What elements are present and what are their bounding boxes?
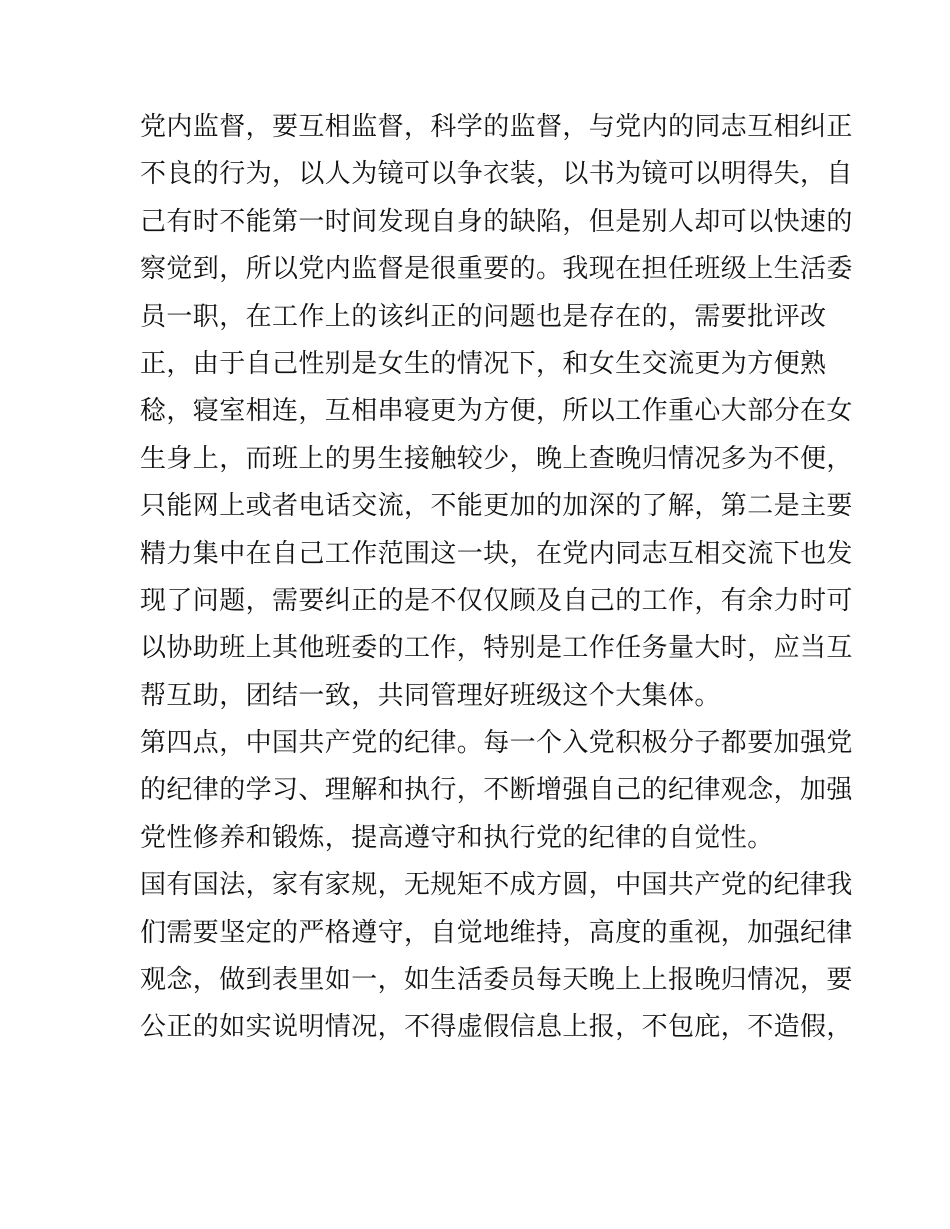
text-line: 国有国法，家有家规，无规矩不成方圆，中国共产党的纪律我 xyxy=(140,870,853,901)
text-line: 员一职，在工作上的该纠正的问题也是存在的，需要批评改 xyxy=(140,301,827,332)
text-line: 第四点，中国共产党的纪律。每一个入党积极分子都要加强党 xyxy=(140,728,853,759)
text-line: 公正的如实说明情况，不得虚假信息上报，不包庇，不造假， xyxy=(140,1012,853,1043)
text-line: 党内监督，要互相监督，科学的监督，与党内的同志互相纠正 xyxy=(140,112,853,142)
text-line: 察觉到，所以党内监督是很重要的。我现在担任班级上生活委 xyxy=(140,254,853,285)
text-line: 帮互助，团结一致，共同管理好班级这个大集体。 xyxy=(140,680,721,711)
text-line: 不良的行为，以人为镜可以争衣装，以书为镜可以明得失，自 xyxy=(140,159,853,190)
document-body xyxy=(140,104,853,1052)
text-line: 观念，做到表里如一，如生活委员每天晚上上报晚归情况，要 xyxy=(140,965,853,996)
text-line: 的纪律的学习、理解和执行，不断增强自己的纪律观念，加强 xyxy=(140,775,853,806)
text-line: 正，由于自己性别是女生的情况下，和女生交流更为方便熟 xyxy=(140,348,827,379)
text-line: 精力集中在自己工作范围这一块，在党内同志互相交流下也发 xyxy=(140,538,853,569)
text-line: 以协助班上其他班委的工作，特别是工作任务量大时，应当互 xyxy=(140,633,853,664)
text-line: 只能网上或者电话交流，不能更加的加深的了解，第二是主要 xyxy=(140,491,853,522)
text-line: 现了问题，需要纠正的是不仅仅顾及自己的工作，有余力时可 xyxy=(140,585,853,616)
text-line: 党性修养和锻炼，提高遵守和执行党的纪律的自觉性。 xyxy=(140,822,774,853)
text-line: 们需要坚定的严格遵守，自觉地维持，高度的重视，加强纪律 xyxy=(140,917,853,948)
text-line: 稔，寝室相连，互相串寝更为方便，所以工作重心大部分在女 xyxy=(140,396,853,427)
text-line: 己有时不能第一时间发现自身的缺陷，但是别人却可以快速的 xyxy=(140,206,853,237)
text-line: 生身上，而班上的男生接触较少，晚上查晚归情况多为不便， xyxy=(140,443,853,474)
